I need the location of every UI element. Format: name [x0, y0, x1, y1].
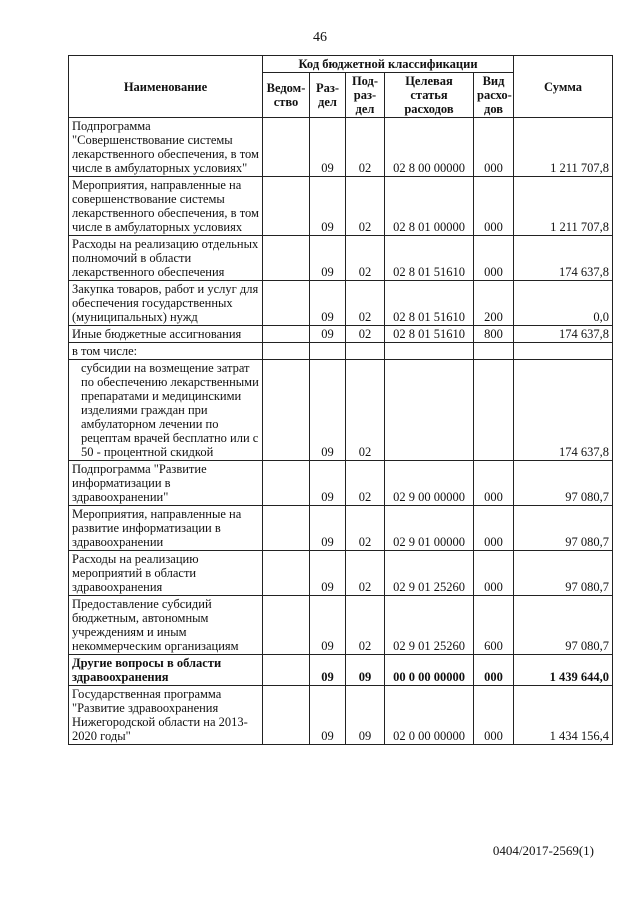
page-number: 46	[313, 30, 327, 45]
row-ved	[263, 177, 310, 236]
row-pr: 02	[346, 236, 385, 281]
row-rz: 09	[310, 596, 346, 655]
row-sum: 97 080,7	[514, 596, 613, 655]
table-row	[69, 177, 613, 236]
row-sum: 1 211 707,8	[514, 118, 613, 177]
row-name: Расходы на реализацию отдельных полномочий в области лекарственного обеспечения	[69, 236, 263, 281]
row-vr: 200	[474, 281, 514, 326]
row-rz	[310, 343, 346, 360]
row-pr: 02	[346, 596, 385, 655]
row-cs: 02 8 00 00000	[385, 118, 474, 177]
row-cs: 02 8 01 51610	[385, 236, 474, 281]
row-pr: 02	[346, 177, 385, 236]
table-row	[69, 236, 613, 281]
row-vr: 000	[474, 236, 514, 281]
row-sum: 97 080,7	[514, 506, 613, 551]
row-name: Подпрограмма "Развитие информатизации в здравоохранении"	[69, 461, 263, 506]
row-cs: 02 8 01 51610	[385, 326, 474, 343]
row-vr: 000	[474, 118, 514, 177]
row-sum: 174 637,8	[514, 360, 613, 461]
row-rz: 09	[310, 655, 346, 686]
row-rz: 09	[310, 236, 346, 281]
row-ved	[263, 118, 310, 177]
row-name: Мероприятия, направленные на развитие информатизации в здравоохранении	[69, 506, 263, 551]
row-sum	[514, 343, 613, 360]
row-name: Иные бюджетные ассигнования	[69, 326, 263, 343]
row-ved	[263, 326, 310, 343]
row-pr: 09	[346, 686, 385, 745]
row-vr: 000	[474, 177, 514, 236]
row-pr: 02	[346, 506, 385, 551]
row-name: в том числе:	[69, 343, 263, 360]
row-cs: 02 9 01 25260	[385, 551, 474, 596]
row-pr: 02	[346, 551, 385, 596]
row-sum: 174 637,8	[514, 326, 613, 343]
table-row	[69, 596, 613, 655]
header-podrazdel: Под-раз-дел	[346, 73, 385, 118]
row-vr: 000	[474, 461, 514, 506]
row-name: Подпрограмма "Совершенствование системы лекарственного обеспечения, в том числе в амбулаторных условиях"	[69, 118, 263, 177]
row-pr: 09	[346, 655, 385, 686]
table-row	[69, 655, 613, 686]
row-ved	[263, 655, 310, 686]
row-cs: 02 9 00 00000	[385, 461, 474, 506]
header-razdel: Раз-дел	[310, 73, 346, 118]
table-row	[69, 118, 613, 177]
row-pr: 02	[346, 326, 385, 343]
row-pr: 02	[346, 461, 385, 506]
row-cs: 02 9 01 25260	[385, 596, 474, 655]
row-vr: 000	[474, 551, 514, 596]
row-rz: 09	[310, 551, 346, 596]
table-row	[69, 281, 613, 326]
row-sum: 1 434 156,4	[514, 686, 613, 745]
header-group: Код бюджетной классификации	[263, 56, 514, 73]
table-row	[69, 551, 613, 596]
row-ved	[263, 551, 310, 596]
row-rz: 09	[310, 281, 346, 326]
row-pr: 02	[346, 360, 385, 461]
table-row	[69, 360, 613, 461]
row-cs: 00 0 00 00000	[385, 655, 474, 686]
row-sum: 0,0	[514, 281, 613, 326]
row-ved	[263, 236, 310, 281]
row-ved	[263, 596, 310, 655]
row-ved	[263, 686, 310, 745]
row-ved	[263, 461, 310, 506]
row-pr	[346, 343, 385, 360]
row-ved	[263, 281, 310, 326]
row-rz: 09	[310, 360, 346, 461]
row-ved	[263, 506, 310, 551]
header-vid: Вид расхо-дов	[474, 73, 514, 118]
row-rz: 09	[310, 686, 346, 745]
document-code: 0404/2017-2569(1)	[492, 843, 594, 858]
row-vr	[474, 343, 514, 360]
header-row-1	[69, 56, 613, 73]
row-cs: 02 9 01 00000	[385, 506, 474, 551]
header-summa: Сумма	[514, 56, 613, 118]
row-ved	[263, 360, 310, 461]
header-vedomstvo: Ведом-ство	[263, 73, 310, 118]
row-name: Закупка товаров, работ и услуг для обеспечения государственных (муниципальных) нужд	[69, 281, 263, 326]
row-sum: 97 080,7	[514, 551, 613, 596]
row-rz: 09	[310, 177, 346, 236]
row-name: Расходы на реализацию мероприятий в области здравоохранения	[69, 551, 263, 596]
row-cs: 02 8 01 51610	[385, 281, 474, 326]
row-pr: 02	[346, 281, 385, 326]
row-vr: 000	[474, 506, 514, 551]
table-row	[69, 506, 613, 551]
row-name: Государственная программа "Развитие здравоохранения Нижегородской области на 2013-2020 годы"	[69, 686, 263, 745]
row-name: Предоставление субсидий бюджетным, автономным учреждениям и иным некоммерческим организациям	[69, 596, 263, 655]
row-sum: 97 080,7	[514, 461, 613, 506]
table-row	[69, 326, 613, 343]
row-vr: 000	[474, 686, 514, 745]
row-rz: 09	[310, 326, 346, 343]
row-sum: 174 637,8	[514, 236, 613, 281]
table-row	[69, 461, 613, 506]
row-rz: 09	[310, 461, 346, 506]
row-vr: 000	[474, 655, 514, 686]
row-vr: 600	[474, 596, 514, 655]
header-celevaya: Целевая статья расходов	[385, 73, 474, 118]
row-vr	[474, 360, 514, 461]
row-vr: 800	[474, 326, 514, 343]
table-row	[69, 343, 613, 360]
row-name: Другие вопросы в области здравоохранения	[69, 655, 263, 686]
row-name: Мероприятия, направленные на совершенствование системы лекарственного обеспечения, в том числе в амбулаторных условиях	[69, 177, 263, 236]
row-cs: 02 0 00 00000	[385, 686, 474, 745]
budget-table	[68, 55, 613, 745]
row-sum: 1 439 644,0	[514, 655, 613, 686]
row-ved	[263, 343, 310, 360]
header-name: Наименование	[69, 56, 263, 118]
row-sum: 1 211 707,8	[514, 177, 613, 236]
row-cs	[385, 343, 474, 360]
row-name: субсидии на возмещение затрат по обеспечению лекарственными препаратами и медицинскими изделиями граждан при амбулаторном лечении по рецептам врачей бесплатно или с 50 - процентной скидкой	[69, 360, 263, 461]
row-rz: 09	[310, 118, 346, 177]
row-cs	[385, 360, 474, 461]
row-cs: 02 8 01 00000	[385, 177, 474, 236]
row-pr: 02	[346, 118, 385, 177]
row-rz: 09	[310, 506, 346, 551]
table-row	[69, 686, 613, 745]
